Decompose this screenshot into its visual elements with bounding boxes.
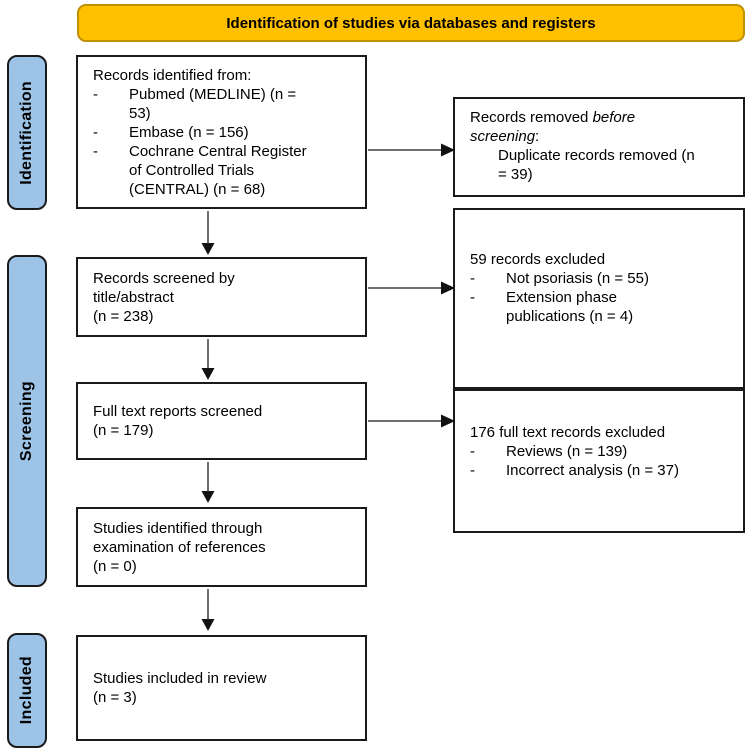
stage-label-screening: Screening [18,380,35,462]
stage-identification [7,55,47,210]
list-item-text: Duplicate records removed (n = 39) [498,147,695,183]
list-item-text: Reviews (n = 139) [506,443,628,460]
box-text-line: (n = 179) [93,422,154,439]
arrow-screened-to-excluded [368,282,455,295]
box-reference-examination [76,507,367,587]
bullet-dash: - [93,86,98,103]
list-item-text: Cochrane Central Register of Controlled Trials (CENTRAL) (n = 68) [129,143,307,198]
list-item [470,269,735,288]
bullet-dash: - [470,443,475,460]
arrow-fulltext-to-excluded [368,415,455,428]
arrow-identified-to-removed [368,144,455,157]
box-fulltext-excluded [453,389,745,533]
stage-included [7,633,47,748]
bullet-dash: - [93,143,98,160]
box-text-line: (n = 3) [93,689,137,706]
list-item [470,442,735,461]
box-text-line: Studies identified through [93,519,263,537]
title-suffix: : [535,128,540,145]
list-item [93,142,357,199]
list-item-text: Pubmed (MEDLINE) (n = 53) [129,86,297,122]
list-item [93,85,357,123]
box-text-line: title/abstract [93,288,174,306]
arrow-screened-to-fulltext [202,339,215,380]
banner-identification-via-databases [77,4,745,42]
list-item [470,288,735,326]
box-title [470,108,675,146]
title-italic: before screening [470,109,636,145]
box-text-line: (n = 238) [93,307,154,325]
list-item [93,123,357,142]
box-fulltext-screened [76,382,367,460]
title-prefix: Records removed [470,109,593,126]
box-text-line: Full text reports screened [93,403,263,420]
list-item-text: Incorrect analysis (n = 37) [506,462,679,479]
list-item [470,461,735,480]
bullet-dash: - [470,270,475,287]
box-text-line: Studies included in review [93,670,267,687]
list-item-text: Embase (n = 156) [129,124,249,141]
box-title: 176 full text records excluded [470,424,666,441]
banner-title: Identification of studies via databases and registers [226,14,596,32]
box-title: Records identified from: [93,67,252,84]
stage-label-identification: Identification [18,80,35,185]
box-removed-before-screening [453,97,745,197]
arrow-references-to-included [202,589,215,631]
box-text-line: (n = 0) [93,557,137,575]
box-records-screened [76,257,367,337]
bullet-dash: - [470,289,475,306]
box-text-line: Records screened by [93,269,235,287]
arrow-identified-to-screened [202,211,215,255]
bullet-dash: - [470,462,475,479]
stage-label-included: Included [18,656,35,725]
box-included-in-review [76,635,367,741]
stage-screening [7,255,47,587]
box-records-identified [76,55,367,209]
bullet-dash: - [93,124,98,141]
arrow-fulltext-to-references [202,462,215,503]
box-records-excluded [453,208,745,389]
list-item-text: Not psoriasis (n = 55) [506,270,649,287]
list-item-text: Extension phase publications (n = 4) [506,289,634,325]
box-title: 59 records excluded [470,251,606,268]
box-text-line: examination of references [93,538,266,556]
